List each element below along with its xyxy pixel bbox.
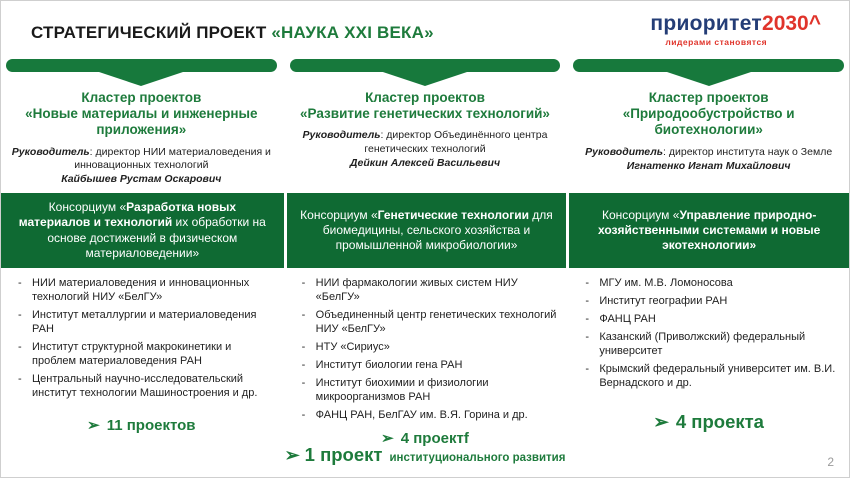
- leader-block: [6, 146, 277, 187]
- member-list-column-3: [573, 277, 844, 447]
- banner-bar: [290, 59, 561, 72]
- cluster-title: [6, 90, 277, 139]
- consortium-prefix: Консорциум «: [601, 207, 680, 222]
- leader-label: Руководитель: [11, 145, 90, 158]
- list-item: - Институт структурной макрокинетики и проблем материаловедения РАН: [18, 341, 275, 369]
- footer-count: 1 проект: [304, 444, 383, 465]
- header: [1, 1, 849, 59]
- consortium-bold: Управление природно-хозяйственными системами и новые экотехнологии»: [597, 207, 821, 253]
- footer-count-desc: институционального развития: [389, 452, 566, 464]
- consortium-prefix: Консорциум «: [48, 200, 127, 214]
- leader-block: [573, 146, 844, 174]
- arrow-icon: ➢: [653, 411, 669, 433]
- cluster-column-3-header: [573, 59, 844, 193]
- chevron-down-icon: [664, 71, 754, 86]
- page-number: 2: [827, 455, 834, 469]
- banner-bar: [6, 59, 277, 72]
- leader-desc: : директор института наук о Земле: [663, 145, 833, 158]
- list-item: - Институт географии РАН: [585, 295, 842, 309]
- cluster-column-2-header: [290, 59, 561, 193]
- project-count-label: 4 проектf: [400, 430, 469, 448]
- arrow-icon: ➢: [87, 417, 100, 435]
- page-title-accent: «НАУКА XXI ВЕКА»: [271, 23, 434, 42]
- project-count: [573, 411, 844, 433]
- list-item: - Институт металлургии и материаловедения РАН: [18, 309, 275, 337]
- cluster-name: «Природообустройство и биотехнологии»: [622, 106, 795, 138]
- consortium-bold: Разработка новых материалов и технологий: [18, 200, 236, 230]
- list-item: - Центральный научно-исследовательский институт технологии Машиностроения и др.: [18, 373, 275, 401]
- cluster-name: «Новые материалы и инженерные приложения»: [25, 106, 258, 138]
- member-list-column-2: [290, 277, 561, 447]
- leader-name: Кайбышев Рустам Оскарович: [61, 173, 222, 186]
- institutional-project-note: [1, 444, 849, 466]
- consortium-prefix: Консорциум «: [300, 207, 378, 222]
- member-list: [6, 277, 277, 405]
- cluster-title: [573, 90, 844, 139]
- list-item: - Институт биологии гена РАН: [302, 359, 559, 373]
- banner-bar: [573, 59, 844, 72]
- consortium-bold: Генетические технологии: [377, 207, 529, 222]
- member-list: [573, 277, 844, 395]
- list-item: - НТУ «Сириус»: [302, 341, 559, 355]
- member-list-column-1: [6, 277, 277, 447]
- arrow-icon: ➢: [381, 430, 394, 448]
- list-item: - НИИ материаловедения и инновационных технологий НИУ «БелГУ»: [18, 277, 275, 305]
- logo-year-text: 2030^: [762, 12, 821, 35]
- cluster-label: Кластер проектов: [81, 90, 202, 105]
- logo-tagline: лидерами становятся: [665, 37, 768, 47]
- logo-brand-text: приоритет: [650, 12, 763, 35]
- leader-name: Дейкин Алексей Васильевич: [349, 157, 501, 170]
- leader-label: Руководитель: [302, 129, 381, 142]
- consortium-rest: их обработки на основе достижений в физическом материаловедении»: [47, 215, 266, 261]
- priority2030-logo: [650, 11, 821, 47]
- leader-desc: : директор НИИ материаловедения и инновационных технологий: [74, 145, 271, 171]
- consortium-rest: для биомедицины, сельского хозяйства и промышленной микробиологии»: [322, 207, 553, 253]
- list-item: - Казанский (Приволжский) федеральный университет: [585, 331, 842, 359]
- cluster-label: Кластер проектов: [365, 90, 485, 105]
- cluster-name: «Развитие генетических технологий»: [300, 106, 550, 122]
- cluster-header-row: [1, 59, 849, 193]
- member-lists-row: [1, 268, 849, 447]
- project-count-label: 11 проектов: [106, 417, 196, 435]
- list-item: - Объединенный центр генетических технологий НИУ «БелГУ»: [302, 309, 559, 337]
- leader-desc: : директор Объединённого центра генетических технологий: [364, 129, 548, 155]
- consortium-1: [1, 193, 284, 268]
- project-count-label: 4 проекта: [675, 411, 764, 433]
- consortium-band: [1, 193, 849, 268]
- chevron-down-icon: [96, 71, 186, 86]
- list-item: - МГУ им. М.В. Ломоносова: [585, 277, 842, 291]
- consortium-2: [284, 193, 567, 268]
- list-item: - ФАНЦ РАН, БелГАУ им. В.Я. Горина и др.: [302, 409, 559, 423]
- page-title-main: СТРАТЕГИЧЕСКИЙ ПРОЕКТ: [31, 23, 272, 42]
- list-item: - Крымский федеральный университет им. В.И. Вернадского и др.: [585, 363, 842, 391]
- leader-block: [290, 129, 561, 170]
- list-item: - Институт биохимии и физиологии микроорганизмов РАН: [302, 377, 559, 405]
- cluster-label: Кластер проектов: [648, 90, 769, 105]
- leader-name: Игнатенко Игнат Михайлович: [626, 160, 791, 172]
- arrow-icon: ➢: [284, 445, 300, 465]
- project-count: [6, 416, 277, 434]
- cluster-title: [290, 90, 561, 122]
- leader-label: Руководитель: [585, 145, 664, 158]
- list-item: - ФАНЦ РАН: [585, 313, 842, 327]
- chevron-down-icon: [380, 71, 470, 86]
- list-item: - НИИ фармакологии живых систем НИУ «БелГУ»: [302, 277, 559, 305]
- logo-wordmark: [650, 13, 821, 34]
- consortium-3: [566, 193, 849, 268]
- member-list: [290, 277, 561, 427]
- page-title: [31, 23, 434, 43]
- cluster-column-1-header: [6, 59, 277, 193]
